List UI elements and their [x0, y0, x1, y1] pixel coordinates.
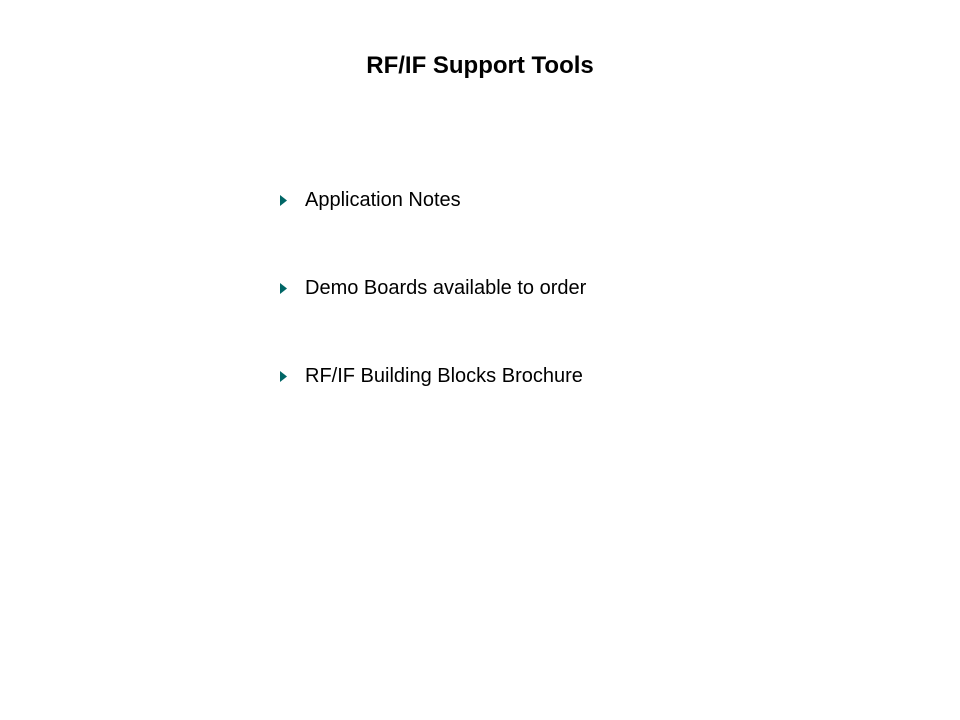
- bullet-list: [280, 184, 586, 448]
- triangle-right-icon: [280, 184, 290, 216]
- bullet-label: Application Notes: [305, 189, 461, 211]
- slide-title: RF/IF Support Tools: [366, 52, 594, 79]
- bullet-label: RF/IF Building Blocks Brochure: [305, 365, 583, 387]
- bullet-item: [280, 272, 586, 360]
- triangle-right-icon: [280, 272, 290, 304]
- triangle-right-icon: [280, 360, 290, 392]
- bullet-item: [280, 184, 586, 272]
- bullet-label: Demo Boards available to order: [305, 277, 587, 299]
- bullet-item: [280, 360, 586, 448]
